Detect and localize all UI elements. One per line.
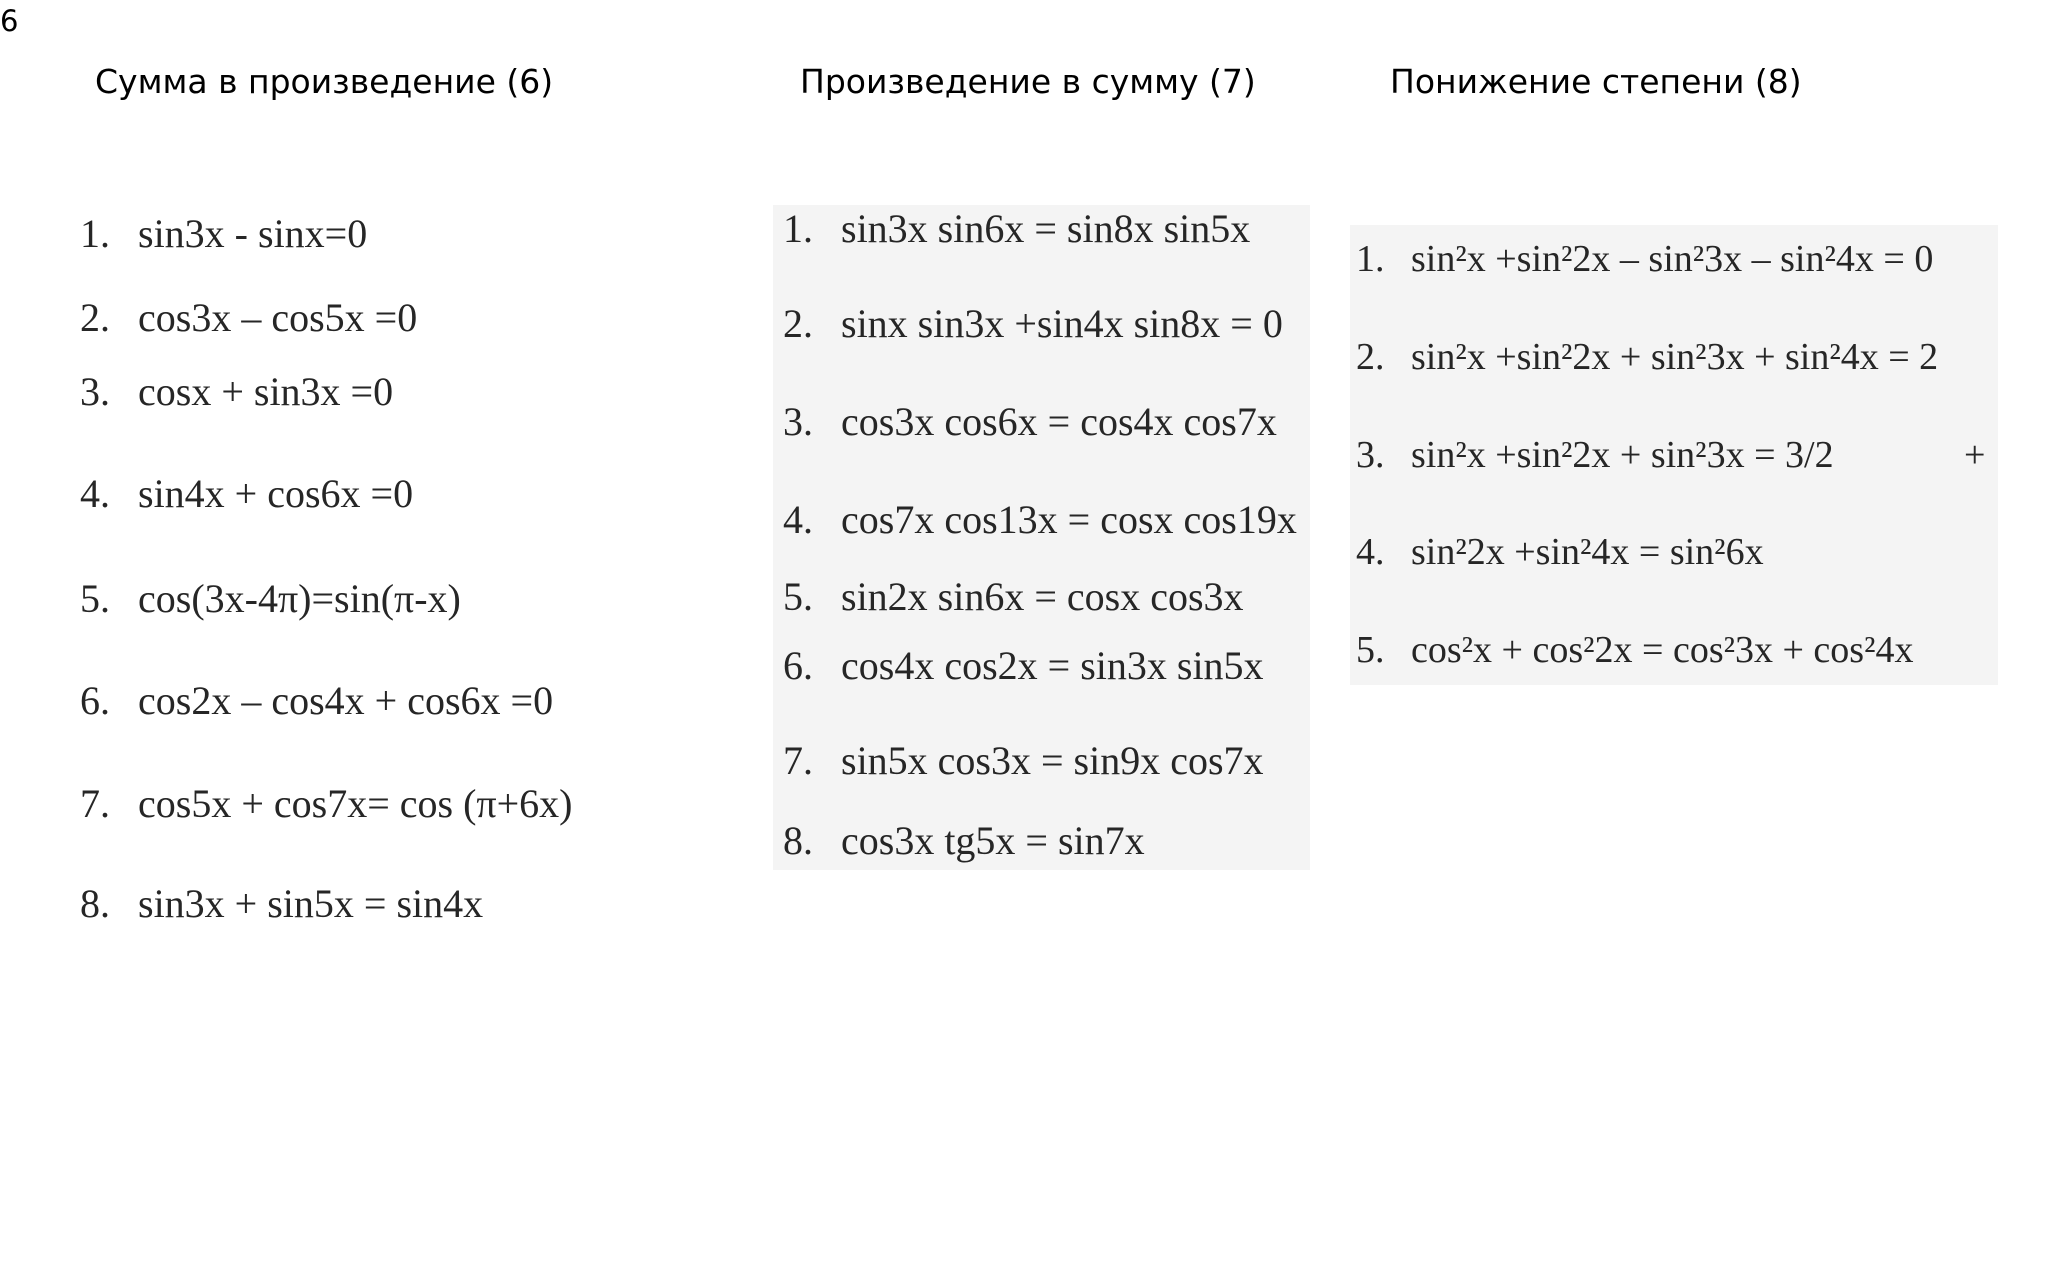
list-item: 8. sin3x + sin5x = sin4x [80, 881, 484, 926]
extra-plus-mark: + [1964, 434, 1986, 476]
column-title-sum-to-product: Сумма в произведение (6) [95, 62, 554, 101]
equation: sin2x sin6x = cosx cos3x [841, 574, 1244, 619]
list-item: 2. cos3x – cos5x =0 [80, 295, 418, 340]
list-item: 6. cos2x – cos4x + cos6x =0 [80, 678, 554, 723]
page-number: 6 [0, 4, 19, 38]
column-title-product-to-sum: Произведение в сумму (7) [800, 62, 1256, 101]
column-title-power-reduction: Понижение степени (8) [1390, 62, 1802, 101]
equation: sin²x +sin²2x + sin²3x + sin²4x = 2 [1411, 336, 1939, 378]
equation: cos²x + cos²2x = cos²3x + cos²4x [1411, 629, 1914, 671]
equation: sin²2x +sin²4x = sin²6x [1411, 531, 1764, 573]
equation: sinx sin3x +sin4x sin8x = 0 [841, 301, 1283, 346]
list-item: 5. cos²x + cos²2x = cos²3x + cos²4x [1356, 629, 1914, 671]
list-item: 2. sin²x +sin²2x + sin²3x + sin²4x = 2 [1356, 336, 1939, 378]
equation: cos3x – cos5x =0 [138, 295, 418, 340]
equation: cos3x tg5x = sin7x [841, 818, 1145, 863]
equation: sin5x cos3x = sin9x cos7x [841, 738, 1264, 783]
equation: cos(3x-4π)=sin(π-x) [138, 576, 461, 621]
list-item: 4. sin4x + cos6x =0 [80, 471, 414, 516]
list-item: 1. sin²x +sin²2x – sin²3x – sin²4x = 0 [1356, 238, 1934, 280]
equation: cos2x – cos4x + cos6x =0 [138, 678, 554, 723]
equation: sin3x + sin5x = sin4x [138, 881, 484, 926]
equation: cos7x cos13x = cosx cos19x [841, 497, 1297, 542]
equation: sin3x - sinx=0 [138, 211, 368, 256]
list-item: 4. cos7x cos13x = cosx cos19x [783, 497, 1297, 542]
product-to-sum-list [773, 205, 1310, 870]
list-item: 3. sin²x +sin²2x + sin²3x = 3/2 + [1356, 434, 1986, 476]
equation: cos3x cos6x = cos4x cos7x [841, 399, 1277, 444]
list-item: 5. sin2x sin6x = cosx cos3x [783, 574, 1244, 619]
list-item: 3. cos3x cos6x = cos4x cos7x [783, 399, 1277, 444]
equation: sin²x +sin²2x + sin²3x = 3/2 [1411, 434, 1834, 476]
equation: cos4x cos2x = sin3x sin5x [841, 643, 1264, 688]
equation: cos5x + cos7x= cos (π+6x) [138, 781, 573, 826]
equation: cosx + sin3x =0 [138, 369, 394, 414]
list-item: 4. sin²2x +sin²4x = sin²6x [1356, 531, 1764, 573]
equation: sin4x + cos6x =0 [138, 471, 414, 516]
list-item: 3. cosx + sin3x =0 [80, 369, 394, 414]
list-item: 2. sinx sin3x +sin4x sin8x = 0 [783, 301, 1283, 346]
equation: sin3x sin6x = sin8x sin5x [841, 206, 1251, 251]
equation: sin²x +sin²2x – sin²3x – sin²4x = 0 [1411, 238, 1934, 280]
list-item: 6. cos4x cos2x = sin3x sin5x [783, 643, 1264, 688]
sum-to-product-list [80, 210, 680, 950]
list-item: 8. cos3x tg5x = sin7x [783, 818, 1145, 863]
list-item: 7. cos5x + cos7x= cos (π+6x) [80, 781, 573, 826]
power-reduction-list [1350, 225, 1998, 685]
list-item: 5. cos(3x-4π)=sin(π-x) [80, 576, 461, 621]
list-item: 1. sin3x sin6x = sin8x sin5x [783, 206, 1251, 251]
list-item: 7. sin5x cos3x = sin9x cos7x [783, 738, 1264, 783]
list-item: 1. sin3x - sinx=0 [80, 211, 368, 256]
